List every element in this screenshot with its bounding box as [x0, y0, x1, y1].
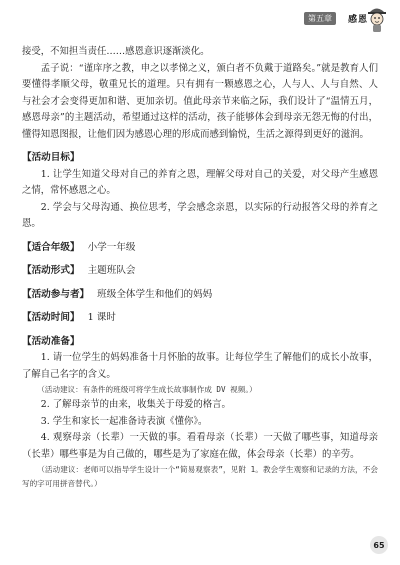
preparation-note-1: （活动建议：有条件的班级可将学生成长故事制作成 DV 视频。） [37, 385, 257, 394]
preparation-item-2: 2. 了解母亲节的由来，收集关于母爱的格言。 [40, 399, 231, 410]
form-value: 主题班队会 [87, 265, 136, 276]
cartoon-child-icon [366, 4, 388, 34]
participants-heading: 【活动参与者】 [22, 288, 90, 300]
unit-title: 感恩 [347, 15, 368, 25]
page-number: 65 [370, 536, 388, 554]
goals-heading: 【活动目标】 [22, 152, 80, 163]
page-content [22, 44, 378, 491]
grade-row [22, 240, 378, 257]
intro-paragraph-1: 接受，不知担当责任……感恩意识逐渐淡化。 [22, 46, 210, 57]
grade-value: 小学一年级 [87, 241, 136, 253]
form-heading: 【活动形式】 [22, 265, 80, 276]
goal-item: 1. 让学生知道父母对自己的养育之恩，理解父母对自己的关爱，对父母产生感恩之情，常怀感恩之心。 [22, 168, 378, 196]
duration-heading: 【活动时间】 [22, 312, 80, 323]
participants-row [22, 287, 378, 304]
form-row [22, 263, 378, 280]
duration-value: 1 课时 [87, 312, 116, 323]
preparation-note-2: （活动建议：老师可以指导学生设计一个“简易观察表”，见附 1。教会学生观察和记录的方法，不会写的字可用拼音替代。） [22, 465, 378, 488]
duration-row [22, 310, 378, 327]
preparation-heading: 【活动准备】 [22, 335, 80, 347]
preparation-item-1: 1. 请一位学生的妈妈准备十月怀胎的故事。让每位学生了解他们的成长小故事，了解自己名字的含义。 [22, 352, 378, 380]
preparation-item-3: 3. 学生和家长一起准备诗表演《懂你》。 [40, 415, 208, 427]
page-header [248, 4, 388, 34]
intro-paragraph-2: 孟子说：“谨庠序之教，申之以孝悌之义，颁白者不负戴于道路矣。”就是教育人们要懂得孝顺父母，敬重兄长的道理。只有拥有一颗感恩之心，人与人、人与自然、人与社会才会变得更加和谐、更加亲切。值此母亲节来临之际，我们设计了“温情五月，感恩母亲”的主题活动，希望通过这样的活动，孩子能够体会到母亲无怨无悔的付出，懂得知恩图报，让他们因为感恩心理的形成而感到愉悦，生活之源得到更好的滋润。 [22, 62, 378, 140]
goal-item: 2. 学会与父母沟通、换位思考，学会感念亲恩，以实际的行动报答父母的养育之恩。 [22, 201, 378, 229]
preparation-item-4: 4. 观察母亲（长辈）一天做的事。看看母亲（长辈）一天做了哪些事，知道母亲（长辈）哪些事是为自己做的，哪些是为了家庭在做，体会母亲（长辈）的辛劳。 [22, 432, 378, 460]
unit-badge: 第五章 [304, 12, 336, 25]
participants-value: 班级全体学生和他们的妈妈 [97, 288, 213, 300]
grade-heading: 【适合年级】 [22, 241, 80, 253]
